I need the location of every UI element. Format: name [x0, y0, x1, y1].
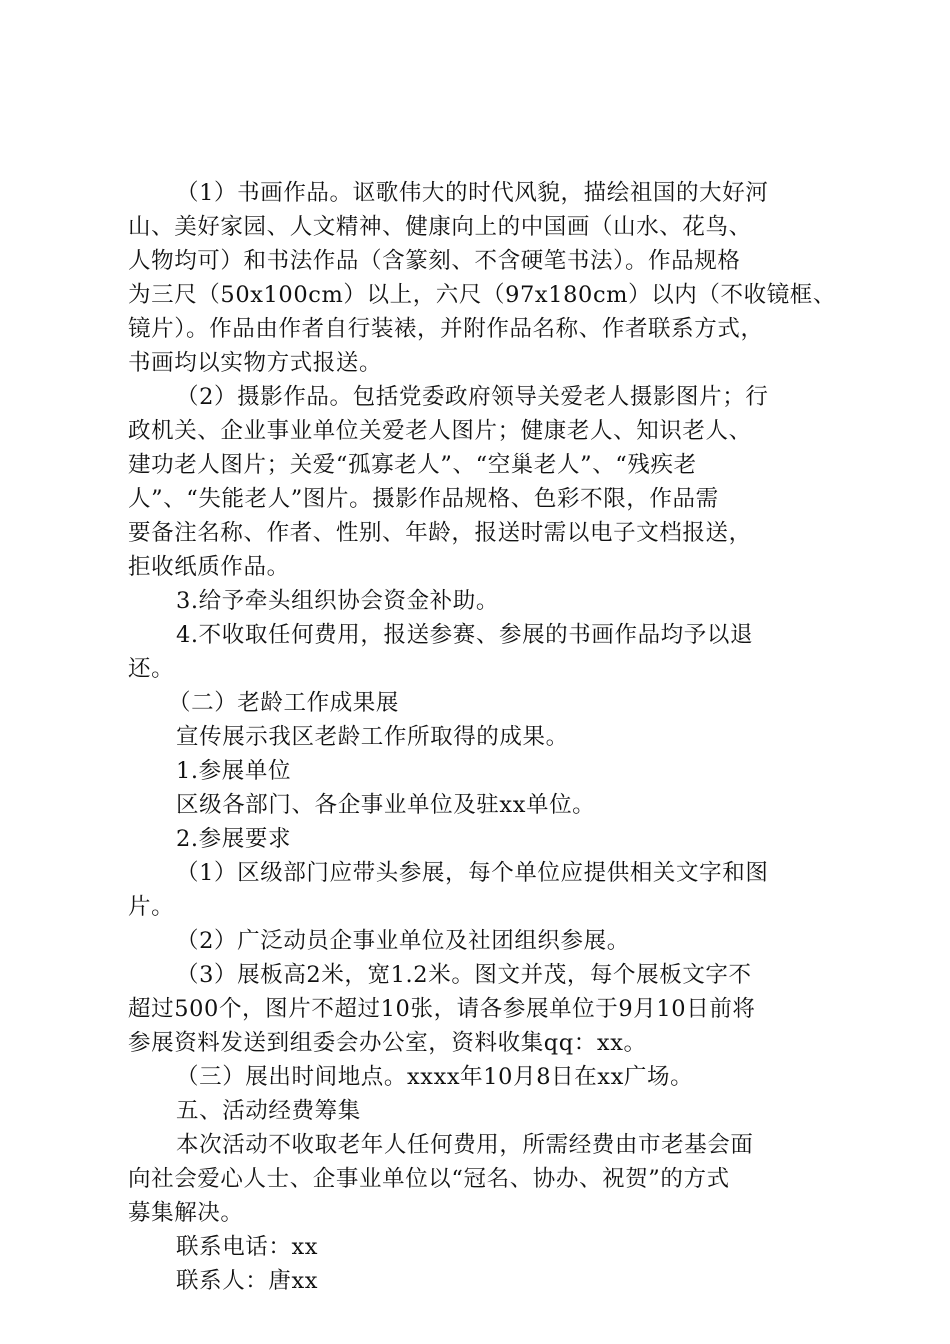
paragraph-line: 区级各部门、各企事业单位及驻xx单位。 — [176, 792, 596, 818]
list-item: 3.给予牵头组织协会资金补助。 — [176, 588, 499, 614]
paragraph-line: （三）展出时间地点。xxxx年10月8日在xx广场。 — [176, 1064, 694, 1090]
subheading: 2.参展要求 — [176, 826, 292, 852]
paragraph-line: 宣传展示我区老龄工作所取得的成果。 — [176, 724, 569, 750]
paragraph-line: （1）区级部门应带头参展，每个单位应提供相关文字和图 — [176, 860, 769, 886]
paragraph-line: 参展资料发送到组委会办公室，资料收集qq：xx。 — [128, 1030, 647, 1056]
paragraph-line: 还。 — [128, 656, 175, 682]
paragraph-line: 书画均以实物方式报送。 — [128, 350, 383, 376]
paragraph-line: 本次活动不收取老年人任何费用，所需经费由市老基会面 — [176, 1132, 754, 1158]
section-heading: 五、活动经费筹集 — [176, 1098, 361, 1124]
paragraph-line: 向社会爱心人士、企事业单位以“冠名、协办、祝贺”的方式 — [128, 1166, 730, 1192]
paragraph-line: 片。 — [128, 894, 175, 920]
paragraph-line: 拒收纸质作品。 — [128, 554, 290, 580]
subheading: 1.参展单位 — [176, 758, 292, 784]
paragraph-line: 要备注名称、作者、性别、年龄，报送时需以电子文档报送， — [128, 520, 752, 546]
paragraph-line: （3）展板高2米，宽1.2米。图文并茂，每个展板文字不 — [176, 962, 752, 988]
paragraph-line: 人”、“失能老人”图片。摄影作品规格、色彩不限，作品需 — [128, 486, 719, 512]
paragraph-line: 建功老人图片；关爱“孤寡老人”、“空巢老人”、“残疾老 — [128, 452, 697, 478]
paragraph-line: （2）广泛动员企事业单位及社团组织参展。 — [176, 928, 630, 954]
paragraph-line: 镜片）。作品由作者自行装裱，并附作品名称、作者联系方式， — [128, 316, 764, 342]
paragraph-line: 人物均可）和书法作品（含篆刻、不含硬笔书法）。作品规格 — [128, 248, 741, 274]
paragraph-line: 超过500个，图片不超过10张，请各参展单位于9月10日前将 — [128, 996, 756, 1022]
paragraph-line: 政机关、企业事业单位关爱老人图片；健康老人、知识老人、 — [128, 418, 752, 444]
paragraph-line: （1）书画作品。讴歌伟大的时代风貌，描绘祖国的大好河 — [176, 180, 769, 206]
paragraph-line: 为三尺（50x100cm）以上，六尺（97x180cm）以内（不收镜框、 — [128, 282, 837, 308]
section-heading: （二）老龄工作成果展 — [168, 690, 400, 716]
contact-phone: 联系电话：xx — [176, 1234, 319, 1260]
list-item: 4.不收取任何费用，报送参赛、参展的书画作品均予以退 — [176, 622, 754, 648]
paragraph-line: （2）摄影作品。包括党委政府领导关爱老人摄影图片；行 — [176, 384, 769, 410]
contact-person: 联系人：唐xx — [176, 1268, 319, 1294]
paragraph-line: 募集解决。 — [128, 1200, 244, 1226]
paragraph-line: 山、美好家园、人文精神、健康向上的中国画（山水、花鸟、 — [128, 214, 752, 240]
